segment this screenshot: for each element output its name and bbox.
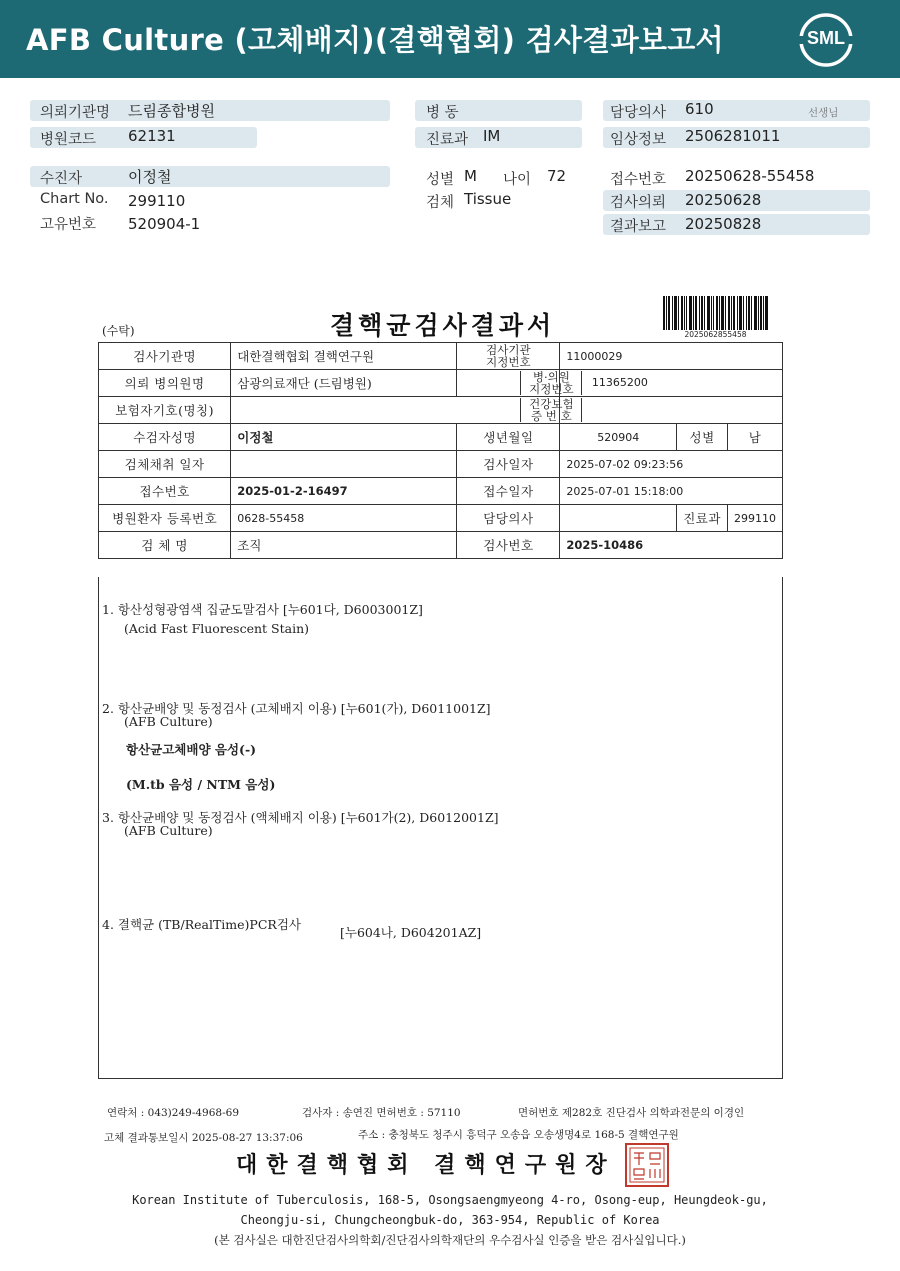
consignment-mark: (수탁) xyxy=(102,324,135,338)
table-row: 의뢰 병의원명 삼광의료재단 (드림병원) 병·의원 지정번호 11365200 xyxy=(99,370,783,397)
report-value: 20250828 xyxy=(685,215,762,233)
clinical-label: 임상정보 xyxy=(610,132,667,148)
examiner-info: 검사자 : 송연진 면허번호 : 57110 xyxy=(302,1107,461,1119)
table-row: 접수번호 2025-01-2-16497 접수일자 2025-07-01 15:18:00 xyxy=(99,478,783,505)
address-english-line1: Korean Institute of Tuberculosis, 168-5, Osongsaengmyeong 4-ro, Osong-eup, Heungdeok-gu, xyxy=(132,1193,768,1207)
certification-note: (본 검사실은 대한진단검사의학회/진단검사의학재단의 우수검사실 인증을 받은 검사실입니다.) xyxy=(214,1233,686,1247)
report-header xyxy=(0,0,900,78)
barcode-number: 2025062855458 xyxy=(684,330,747,339)
doctor-label: 담당의사 xyxy=(610,105,667,121)
item-4-code: [누604나, D604201AZ] xyxy=(340,925,482,940)
item-3-title: 3. 항산균배양 및 동정검사 (액체배지 이용) [누601가(2), D6012001Z] xyxy=(102,810,499,825)
hospital-code-value: 62131 xyxy=(128,127,176,145)
table-row: 병원환자 등록번호 0628-55458 담당의사 진료과 299110 xyxy=(99,505,783,532)
contact-info: 연락처 : 043)249-4968-69 xyxy=(107,1107,239,1119)
item-4-title: 4. 결핵균 (TB/RealTime)PCR검사 xyxy=(102,917,301,932)
institute-director: 대한결핵협회 결핵연구원장 xyxy=(236,1152,616,1178)
age-value: 72 xyxy=(547,167,567,185)
clinic-id-label: 병·의원 지정번호 xyxy=(520,371,582,395)
specimen-value: Tissue xyxy=(464,190,512,208)
unique-value: 520904-1 xyxy=(128,215,201,233)
patient-value: 이정철 xyxy=(128,168,172,186)
table-row: 검 체 명 조직 검사번호 2025-10486 xyxy=(99,532,783,559)
age-label: 나이 xyxy=(503,172,532,188)
sex-value: M xyxy=(464,167,477,185)
report-label: 결과보고 xyxy=(610,219,667,235)
request-value: 20250628 xyxy=(685,191,762,209)
sex-label: 성별 xyxy=(426,172,455,188)
tb-test-result-document xyxy=(0,290,900,1271)
address-english-line2: Cheongju-si, Chungcheongbuk-do, 363-954, Republic of Korea xyxy=(240,1213,660,1227)
table-row: 보험자기호(명칭) 건강보험 증 번 호 xyxy=(99,397,783,424)
address-korean: 주소 : 충청북도 청주시 흥덕구 오송읍 오송생명4로 168-5 결핵연구원 xyxy=(358,1129,679,1141)
test-info-table xyxy=(98,342,783,559)
table-row: 검체채취 일자 검사일자 2025-07-02 09:23:56 xyxy=(99,451,783,478)
dept-value: IM xyxy=(483,127,501,145)
item-3-subtitle: (AFB Culture) xyxy=(124,823,213,838)
patient-label: 수진자 xyxy=(40,171,83,187)
lab-id-label: 검사기관 지정번호 xyxy=(457,343,560,370)
document-title: 결핵균검사결과서 xyxy=(330,311,556,340)
institution-value: 드림종합병원 xyxy=(128,102,215,120)
receipt-value: 20250628-55458 xyxy=(685,167,815,185)
doctor-suffix: 선생님 xyxy=(808,107,839,119)
item-1-title: 1. 항산성형광염색 집균도말검사 [누601다, D6003001Z] xyxy=(102,602,423,617)
official-seal-stamp xyxy=(624,1142,670,1188)
request-label: 검사의뢰 xyxy=(610,195,667,211)
clinical-value: 2506281011 xyxy=(685,127,781,145)
insurance-id-label: 건강보험 증 번 호 xyxy=(520,398,582,422)
dept-label: 진료과 xyxy=(426,132,469,148)
item-2-subtitle: (AFB Culture) xyxy=(124,714,213,729)
table-row: 검사기관명 대한결핵협회 결핵연구원 검사기관 지정번호 11000029 xyxy=(99,343,783,370)
hospital-code-label: 병원코드 xyxy=(40,132,97,148)
info-bar xyxy=(30,166,390,187)
unique-label: 고유번호 xyxy=(40,217,97,233)
item-2-result-detail: (M.tb 음성 / NTM 음성) xyxy=(126,777,276,792)
item-1-subtitle: (Acid Fast Fluorescent Stain) xyxy=(124,621,310,636)
receipt-label: 접수번호 xyxy=(610,172,667,188)
barcode-image xyxy=(663,296,768,330)
table-row: 수검자성명 이정철 생년월일 520904 성별 남 xyxy=(99,424,783,451)
notification-time: 고체 결과통보일시 2025-08-27 13:37:06 xyxy=(104,1132,303,1144)
chart-value: 299110 xyxy=(128,192,186,210)
sml-logo: SML xyxy=(798,12,854,68)
physician-license: 면허번호 제282호 진단검사 의학과전문의 이경인 xyxy=(518,1107,745,1119)
item-2-title: 2. 항산균배양 및 동정검사 (고체배지 이용) [누601(가), D6011001Z] xyxy=(102,701,491,716)
ward-label: 병 동 xyxy=(426,105,459,121)
chart-label: Chart No. xyxy=(40,191,109,207)
doctor-value: 610 xyxy=(685,100,714,118)
page-title: AFB Culture (고체배지)(결핵협회) 검사결과보고서 xyxy=(26,23,724,57)
item-2-result: 항산균고체배양 음성(-) xyxy=(126,742,257,757)
institution-label: 의뢰기관명 xyxy=(40,105,111,121)
specimen-label: 검체 xyxy=(426,195,455,211)
